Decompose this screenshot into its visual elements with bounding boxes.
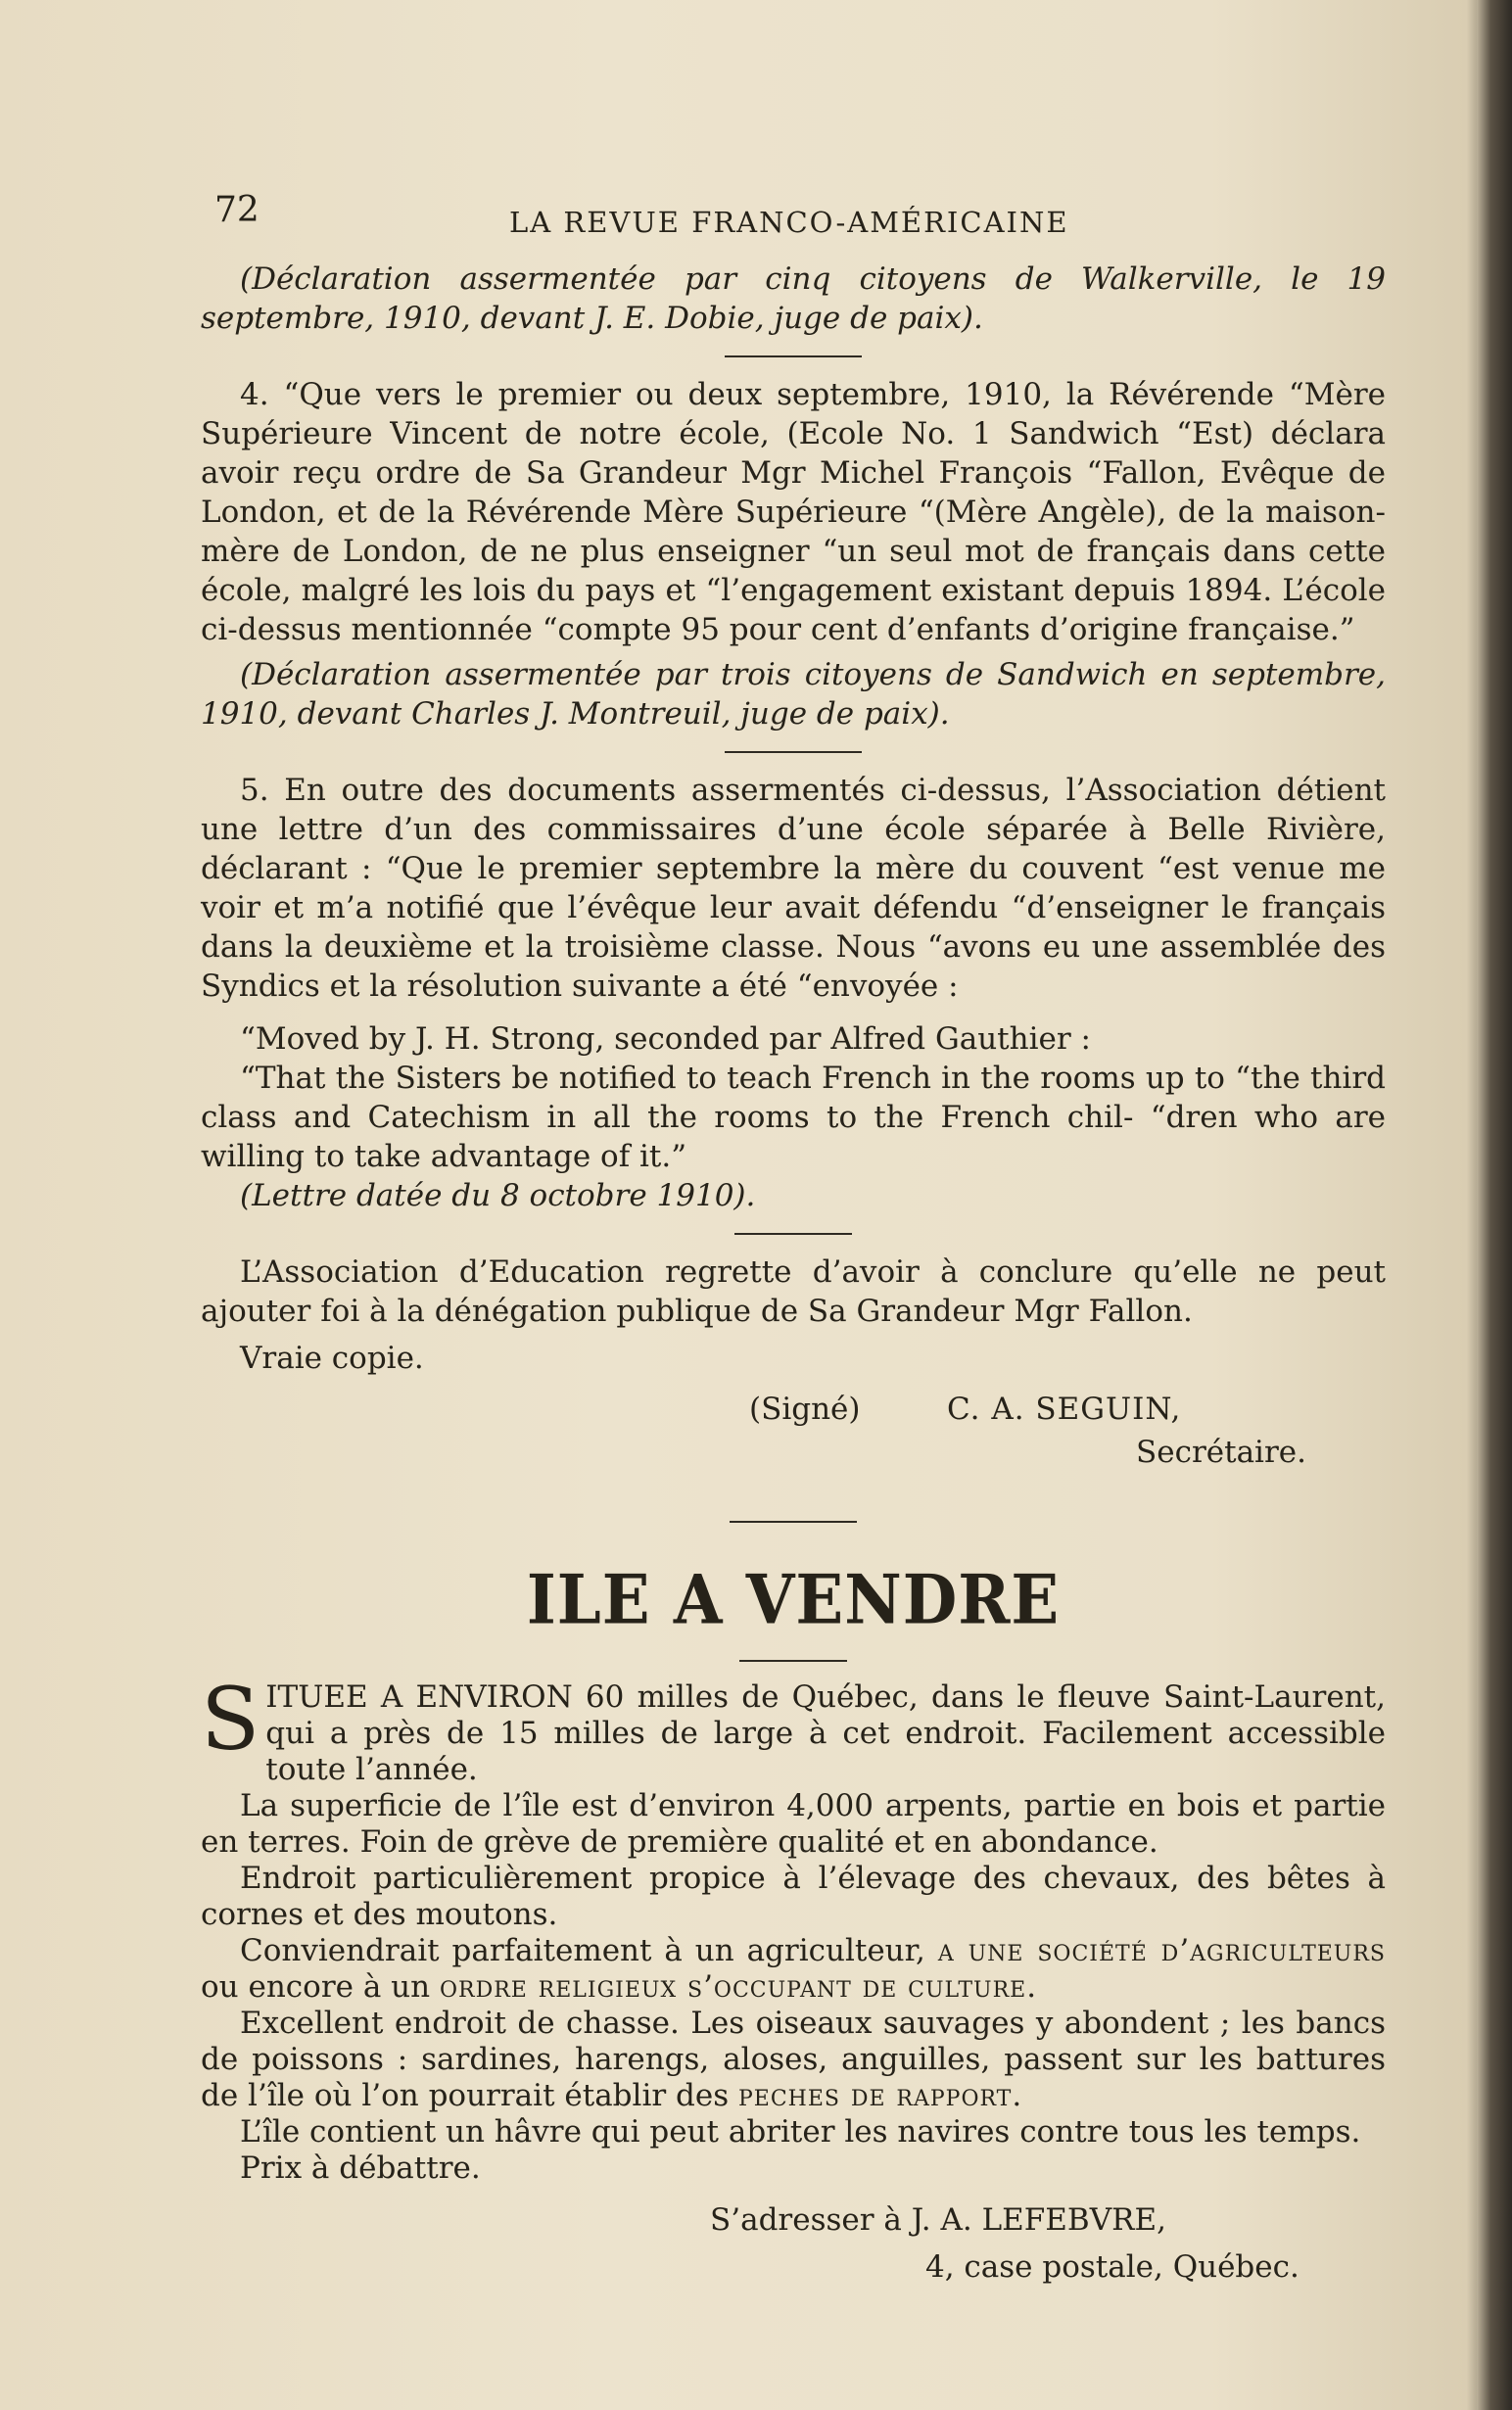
address-contact: S’adresser à J. A. LEFEBVRE, xyxy=(710,2202,1166,2238)
page-number: 72 xyxy=(214,190,260,230)
advertisement-address xyxy=(201,2198,1386,2296)
ad-buyers-society: a une société d’agriculteurs xyxy=(937,1933,1386,1968)
drop-cap: S xyxy=(201,1669,260,1770)
section-divider xyxy=(734,1233,852,1235)
ad-paragraph-harbour: L’île contient un hâvre qui peut abriter les navires contre tous les temps. xyxy=(240,2114,1361,2150)
ad-hunting-text: Excellent endroit de chasse. Les oiseaux sauvages y abondent ; les bancs de poissons : sardines, harengs, aloses, anguilles, passent sur les battures de l’île où l’on pourrait établir des xyxy=(201,2006,1386,2113)
address-postal: 4, case postale, Québec. xyxy=(925,2249,1299,2285)
item-5-quote-motion: “Moved by J. H. Strong, seconded par Alfred Gauthier : xyxy=(240,1021,1091,1057)
advertisement-title: ILE A VENDRE xyxy=(526,1560,1061,1640)
signature-name: C. A. SEGUIN, xyxy=(947,1392,1182,1427)
ad-paragraph-price: Prix à débattre. xyxy=(240,2150,481,2186)
page-content xyxy=(201,181,1386,2296)
book-spine-shadow xyxy=(1477,0,1512,2410)
ad-buyers-mid: ou encore à un xyxy=(201,1969,431,2005)
conclusion-paragraph: L’Association d’Education regrette d’avoir à conclure qu’elle ne peut ajouter foi à la dénégation publique de Sa Grandeur Mgr Fallon. xyxy=(201,1254,1386,1329)
item-4-declaration: (Déclaration assermentée par trois citoyens de Sandwich en septembre, 1910, devant Charles J. Montreuil, juge de paix). xyxy=(201,657,1386,732)
section-divider xyxy=(725,751,862,753)
item-4-text: 4. “Que vers le premier ou deux septembre, 1910, la Révérende “Mère Supérieure Vincent de notre école, (Ecole No. 1 Sandwich “Est) déclara avoir reçu ordre de Sa Grandeur Mgr Michel François “Fallon, Evêque de London, et de la Révérende Mère Supérieure “(Mère Angèle), de la maison-mère de London, de ne plus enseigner “un seul mot de français dans cette école, malgré les lois du pays et “l’engagement existant depuis 1894. L’école ci-dessus mentionnée “compte 95 pour cent d’enfants d’origine française.” xyxy=(201,377,1386,647)
signature-block xyxy=(201,1386,1386,1474)
advertisement-title-rule xyxy=(739,1660,847,1662)
item-5-text: 5. En outre des documents assermentés ci-dessus, l’Association détient une lettre d’un des commissaires d’une école séparée à Belle Rivière, déclarant : “Que le premier septembre la mère du couvent “est venue me voir et m’a notifié que l’évêque leur avait défendu “d’enseigner le français dans la deuxième et la troisième classe. Nous “avons eu une assemblée des Syndics et la résolution suivante a été “envoyée : xyxy=(201,773,1386,1004)
ad-paragraph-buyers xyxy=(201,1933,1386,2006)
ad-paragraph-livestock: Endroit particulièrement propice à l’élevage des chevaux, des bêtes à cornes et des moutons. xyxy=(201,1861,1386,1932)
declaration-walkerville: (Déclaration assermentée par cinq citoyens de Walkerville, le 19 septembre, 1910, devant J. E. Dobie, juge de paix). xyxy=(201,261,1386,336)
signature-note: (Signé) xyxy=(749,1392,861,1427)
advertisement-body xyxy=(201,1669,1386,2296)
item-5-letter-note: (Lettre datée du 8 octobre 1910). xyxy=(240,1178,756,1213)
running-title: LA REVUE FRANCO-AMÉRICAINE xyxy=(509,206,1069,239)
advertisement-divider xyxy=(730,1521,857,1523)
page-header xyxy=(201,181,1386,240)
ad-paragraph-location xyxy=(201,1669,1386,1788)
ad-hunting-fisheries: peches de rapport. xyxy=(737,2078,1023,2113)
item-5-quote-resolution: “That the Sisters be notified to teach French in the rooms up to “the third class and Catechism in all the rooms to the French chil- “dren who are willing to take advantage of it.” xyxy=(201,1061,1386,1174)
section-divider xyxy=(725,355,862,357)
signature-title: Secrétaire. xyxy=(1136,1435,1306,1470)
ad-buyers-order: ordre religieux s’occupant de culture. xyxy=(439,1969,1038,2005)
vraie-copie: Vraie copie. xyxy=(240,1341,424,1376)
ad-buyers-start: Conviendrait parfaitement à un agriculteur, xyxy=(240,1933,925,1968)
ad-paragraph-area: La superficie de l’île est d’environ 4,000 arpents, partie en bois et partie en terres. Foin de grève de première qualité et en abondance. xyxy=(201,1788,1386,1860)
ad-paragraph-hunting xyxy=(201,2006,1386,2114)
ad-paragraph-location-text: ITUEE A ENVIRON 60 milles de Québec, dans le fleuve Saint-Laurent, qui a près de 15 milles de large à cet endroit. Facilement accessible toute l’année. xyxy=(265,1679,1386,1787)
